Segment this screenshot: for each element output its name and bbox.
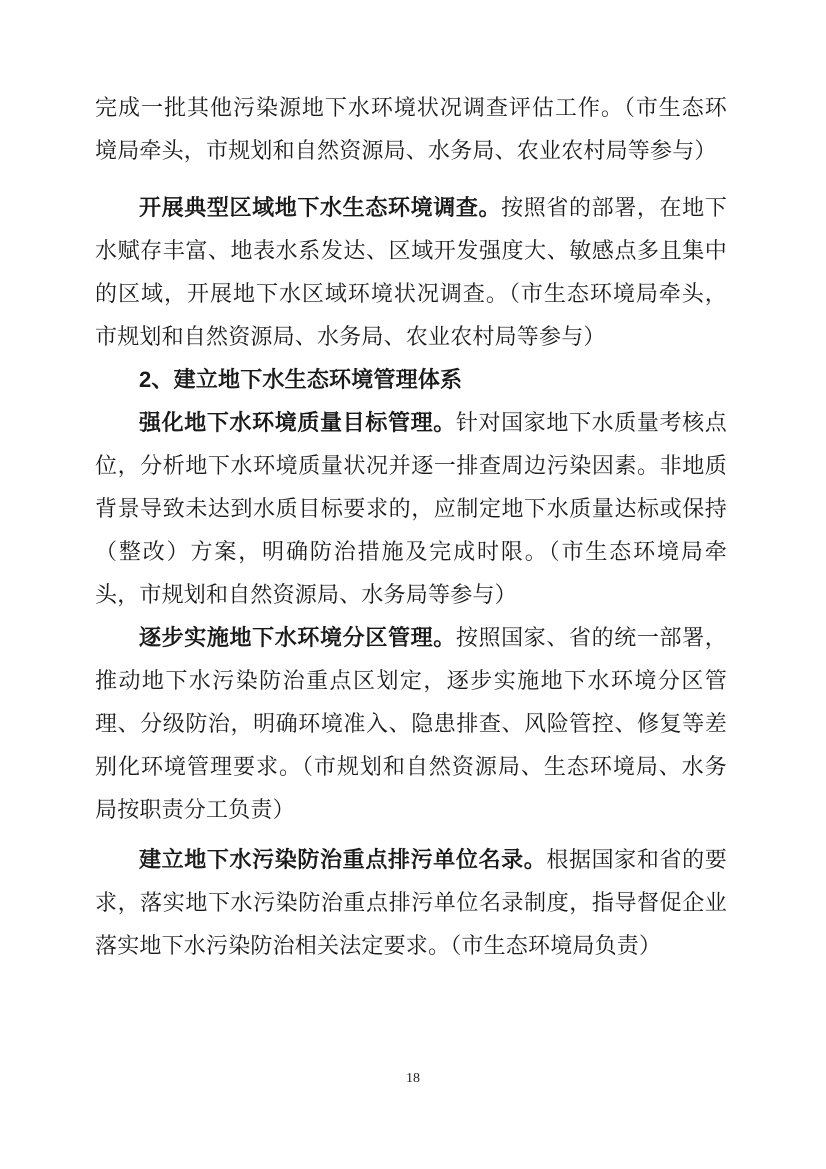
paragraph-continuation <box>95 86 727 172</box>
paragraph-text: 针对国家地下水质量考核点位，分析地下水环境质量状况并逐一排查周边污染因素。非地质背景导致未达到水质目标要求的，应制定地下水质量达标或保持（整改）方案，明确防治措施及完成时限。（市生态环境局牵头，市规划和自然资源局、水务局等参与） <box>95 410 727 607</box>
paragraph-lead: 建立地下水污染防治重点排污单位名录。 <box>139 847 547 872</box>
paragraph-lead: 逐步实施地下水环境分区管理。 <box>139 625 456 650</box>
paragraph-text: 完成一批其他污染源地下水环境状况调查评估工作。（市生态环境局牵头，市规划和自然资源局、水务局、农业农村局等参与） <box>95 95 727 163</box>
paragraph-lead: 开展典型区域地下水生态环境调查。 <box>139 195 502 220</box>
page-number: 18 <box>406 1071 420 1086</box>
paragraph-text: 按照国家、省的统一部署，推动地下水污染防治重点区划定，逐步实施地下水环境分区管理、分级防治，明确环境准入、隐患排查、风险管控、修复等差别化环境管理要求。（市规划和自然资源局、生态环境局、水务局按职责分工负责） <box>95 625 727 822</box>
section-heading-text: 2、建立地下水生态环境管理体系 <box>139 367 463 392</box>
paragraph-zoning-management <box>95 616 727 831</box>
paragraph-text: 根据国家和省的要求，落实地下水污染防治重点排污单位名录制度，指导督促企业落实地下水污染防治相关法定要求。（市生态环境局负责） <box>95 847 727 958</box>
paragraph-key-polluter-directory <box>95 838 727 967</box>
paragraph-quality-target-management <box>95 401 727 616</box>
paragraph-typical-area-survey <box>95 186 727 358</box>
section-heading <box>95 358 727 401</box>
paragraph-text: 按照省的部署，在地下水赋存丰富、地表水系发达、区域开发强度大、敏感点多且集中的区域，开展地下水区域环境状况调查。（市生态环境局牵头，市规划和自然资源局、水务局、农业农村局等参与） <box>95 195 727 349</box>
paragraph-lead: 强化地下水环境质量目标管理。 <box>139 410 456 435</box>
document-body <box>95 86 727 967</box>
